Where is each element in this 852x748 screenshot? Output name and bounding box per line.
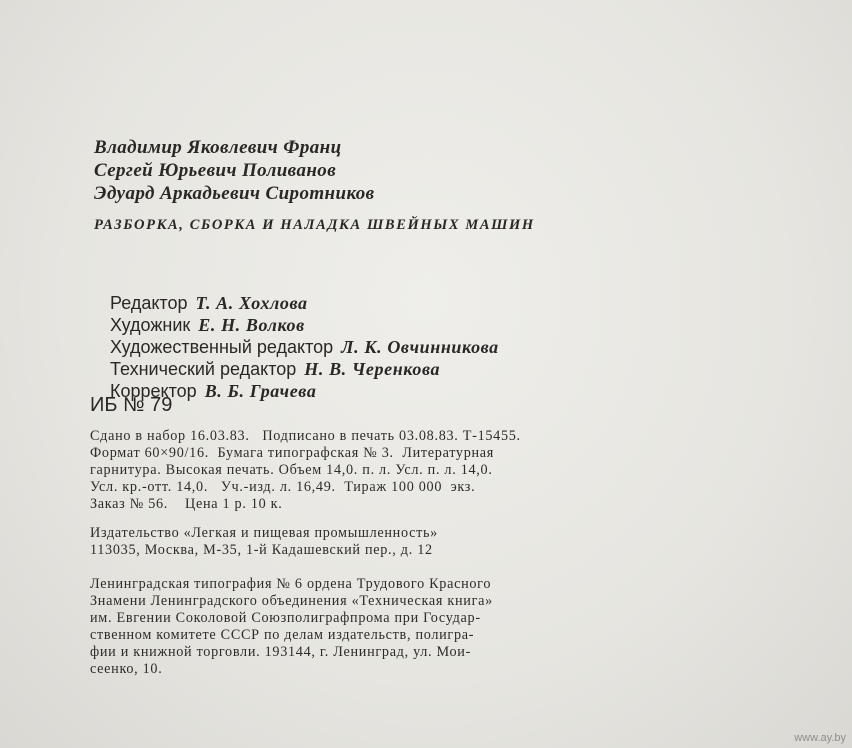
book-title: РАЗБОРКА, СБОРКА И НАЛАДКА ШВЕЙНЫХ МАШИН [94,217,535,233]
credit-role: Художник [110,315,191,335]
credit-role: Редактор [110,293,188,313]
author-name: Сергей Юрьевич Поливанов [94,160,337,181]
printer-line: фии и книжной торговли. 193144, г. Ленинград, ул. Мои- [90,644,472,660]
credit-name: Н. В. Черенкова [304,359,441,379]
author-name: Владимир Яковлевич Франц [94,137,342,158]
printer-line: Ленинградская типография № 6 ордена Трудового Красного [90,576,492,592]
credit-role: Технический редактор [110,359,297,379]
credit-name: Л. К. Овчинникова [341,337,499,357]
publisher-line: Издательство «Легкая и пищевая промышленность» [90,525,438,541]
printer-line: Знамени Ленинградского объединения «Техническая книга» [90,593,493,609]
printer-line: им. Евгении Соколовой Союзполиграфпрома при Государ- [90,610,481,626]
credit-name: Т. А. Хохлова [195,293,308,313]
print-detail-line: гарнитура. Высокая печать. Объем 14,0. п. л. Усл. п. л. 14,0. [90,462,493,478]
publisher-line: 113035, Москва, М-35, 1-й Кадашевский пер., д. 12 [90,542,433,558]
print-detail-line: Усл. кр.-отт. 14,0. Уч.-изд. л. 16,49. Тираж 100 000 экз. [90,479,476,495]
credit-role: Корректор [110,381,197,401]
print-detail-line: Заказ № 56. Цена 1 р. 10 к. [90,496,283,512]
ib-number: ИБ № 79 [90,394,173,416]
printer-line: сеенко, 10. [90,661,163,677]
print-detail-line: Формат 60×90/16. Бумага типографская № 3. Литературная [90,445,495,461]
printer-line: ственном комитете СССР по делам издательств, полигра- [90,627,475,643]
author-name: Эдуард Аркадьевич Сиротников [94,183,375,204]
print-detail-line: Сдано в набор 16.03.83. Подписано в печать 03.08.83. Т-15455. [90,428,521,444]
credit-role: Художественный редактор [110,337,334,357]
credit-name: Е. Н. Волков [198,315,305,335]
credit-name: В. Б. Грачева [204,381,317,401]
watermark: www.ay.by [794,732,846,744]
